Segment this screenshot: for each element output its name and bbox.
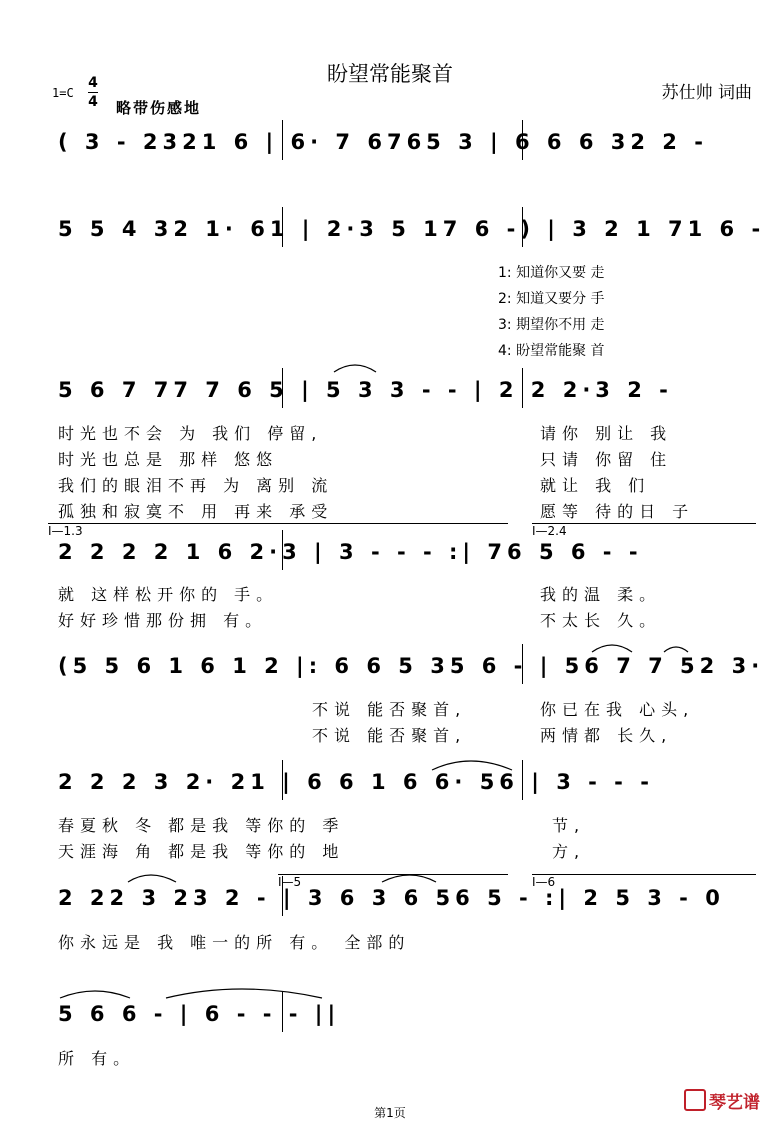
notation-line-5: (5 5 6 1 6 1 2 |: 6 6 5 35 6 - | 56 7 7 52 3· [58,654,765,678]
lyric-line: 你永远是 我 唯一的所 有。 全部的 [58,933,411,952]
lyric-line-right: 你已在我 心头, [540,700,695,719]
slur [432,761,512,770]
lyric-line-right: 两情都 长久, [540,726,673,745]
slur [664,647,688,652]
lyric-line: 时光也总是 那样 悠悠 [58,450,279,469]
lyric-line: 孤独和寂寞不 用 再来 承受 [58,502,334,521]
lyric-line: 就 这样松开你的 手。 [58,585,279,604]
verse-3-intro: 3: 期望你不用 走 [498,317,605,333]
lyric-line-right: 节, [552,816,586,835]
lyric-line-right: 不太长 久。 [540,611,662,630]
notation-line-3: 5 6 7 77 7 6 5 | 5 3 3 - - | 2 2 2·3 2 - [58,378,673,402]
lyric-line: 不说 能否聚首, [312,700,467,719]
lyric-line-right: 方, [552,842,586,861]
volta-bracket-1: I—1.3 [48,523,508,538]
site-logo: 琴艺谱 [684,1088,760,1113]
lyric-line-right: 请你 别让 我 [540,424,673,443]
verse-1-intro: 1: 知道你又要 走 [498,265,605,281]
lyric-line-right: 我的温 柔。 [540,585,662,604]
logo-mark-icon [684,1089,706,1111]
volta-bracket-6: I—6 [532,874,756,889]
notation-line-6: 2 2 2 3 2· 21 | 6 6 1 6 6· 56 | 3 - - - [58,770,654,794]
volta-bracket-5: I—5 [278,874,508,889]
lyric-line-right: 愿等 待的日 子 [540,502,695,521]
verse-2-intro: 2: 知道又要分 手 [498,291,605,307]
slur [382,875,436,882]
notation-line-1: ( 3 - 2321 6 | 6· 7 6765 3 | 6 6 6 32 2 - [58,130,708,154]
notation-line-2: 5 5 4 32 1· 61 | 2·3 5 17 6 -) | 3 2 1 71 6 - [58,217,766,241]
lyric-line: 我们的眼泪不再 为 离别 流 [58,476,334,495]
volta-bracket-2: I—2.4 [532,523,756,538]
expression-marking: 略带伤感地 [116,99,202,117]
notation-line-4: 2 2 2 2 1 6 2·3 | 3 - - - :| 76 5 6 - - [58,540,643,564]
slur [128,875,176,882]
page-number: 第1页 [374,1106,406,1120]
notation-line-8: 5 6 6 - | 6 - - - || [58,1002,341,1026]
lyric-line-right: 就让 我 们 [540,476,651,495]
lyric-line: 好好珍惜那份拥 有。 [58,611,268,630]
slur [166,989,322,998]
composer-credit: 苏仕帅 词曲 [661,83,752,103]
lyric-line: 不说 能否聚首, [312,726,467,745]
slur [334,365,376,372]
slur [592,645,632,652]
lyric-line: 春夏秋 冬 都是我 等你的 季 [58,816,345,835]
lyric-line: 所 有。 [58,1049,136,1068]
notation-line-7: 2 22 3 23 2 - | 3 6 3 6 56 5 - :| 2 5 3 - 0 [58,886,725,910]
key-signature: 1=C [52,86,74,100]
verse-4-intro: 4: 盼望常能聚 首 [498,343,605,359]
slur [60,991,130,998]
meter-top: 4 [88,75,98,91]
lyric-line: 天涯海 角 都是我 等你的 地 [58,842,345,861]
lyric-line: 时光也不会 为 我们 停留, [58,424,323,443]
meter-bottom: 4 [88,94,98,110]
song-title: 盼望常能聚首 [327,62,453,86]
lyric-line-right: 只请 你留 住 [540,450,673,469]
